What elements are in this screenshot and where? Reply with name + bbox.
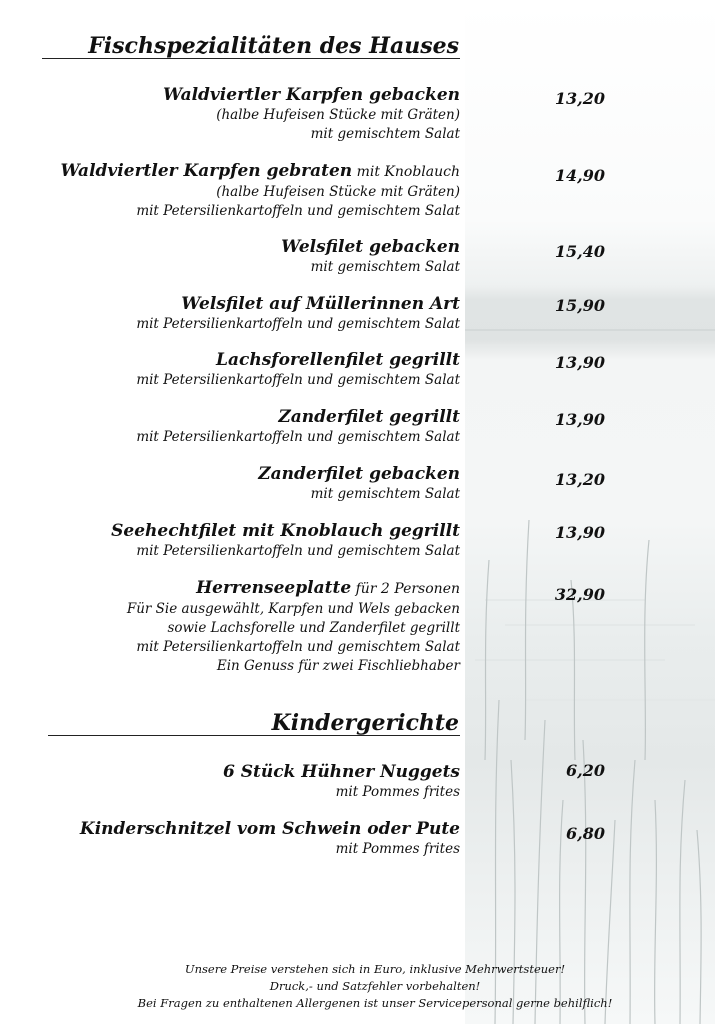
menu-item-desc: sowie Lachsforelle und Zanderfilet gegrillt [167,620,460,636]
menu-item-karpfen-gebacken [40,84,460,144]
menu-item-lachsforellenfilet [40,349,460,390]
menu-item-suffix: für 2 Personen [351,581,460,597]
menu-item-price: 13,20 [554,89,605,108]
fish-section-title: Fischspezialitäten des Hauses [88,33,459,59]
menu-item-desc: (halbe Hufeisen Stücke mit Gräten) [216,184,460,200]
menu-item-name: Welsfilet auf Müllerinnen Art [181,294,460,314]
menu-item-zanderfilet-gegrillt [40,406,460,447]
menu-item-seehechtfilet [40,520,460,561]
footer-notice [35,961,715,1012]
menu-item-karpfen-gebraten [40,160,460,221]
menu-item-name: Zanderfilet gebacken [258,464,460,484]
menu-item-name: Herrenseeplatte für 2 Personen [196,578,460,598]
menu-item-price: 13,90 [554,353,605,372]
menu-item-price: 15,40 [554,242,605,261]
fish-section-underline [42,58,460,59]
menu-item-desc: mit Pommes frites [335,841,460,857]
menu-item-desc: mit Petersilienkartoffeln und gemischtem Salat [136,316,460,332]
menu-item-price: 32,90 [554,585,605,604]
menu-item-welsfilet-muellerin [40,293,460,334]
menu-item-herrenseeplatte [40,577,460,676]
footer-line-allergens: Bei Fragen zu enthaltenen Allergenen ist unser Servicepersonal gerne behilflich! [137,996,613,1010]
menu-item-desc: mit Petersilienkartoffeln und gemischtem Salat [136,203,460,219]
footer-line-prices: Unsere Preise verstehen sich in Euro, inklusive Mehrwertsteuer! [184,962,566,976]
menu-item-desc: mit Petersilienkartoffeln und gemischtem Salat [136,543,460,559]
menu-item-name: Zanderfilet gegrillt [278,407,460,427]
menu-item-name: Lachsforellenfilet gegrillt [216,350,460,370]
menu-item-name: 6 Stück Hühner Nuggets [222,762,460,782]
footer-line-errors: Druck,- und Satzfehler vorbehalten! [269,979,481,993]
menu-item-kinderschnitzel [40,818,460,859]
reed-illustration [465,0,715,1024]
menu-item-desc: mit Pommes frites [335,784,460,800]
menu-item-zanderfilet-gebacken [40,463,460,504]
lake-reed-photo [465,0,715,1024]
menu-item-huehner-nuggets [40,761,460,802]
menu-item-price: 13,20 [554,470,605,489]
menu-item-desc: mit Petersilienkartoffeln und gemischtem Salat [136,639,460,655]
menu-item-desc: mit gemischtem Salat [310,259,460,275]
menu-item-name: Welsfilet gebacken [281,237,460,257]
kids-section-underline [48,735,460,736]
menu-item-name: Waldviertler Karpfen gebraten mit Knoblauch [60,161,460,181]
menu-item-desc: mit Petersilienkartoffeln und gemischtem Salat [136,429,460,445]
menu-item-welsfilet-gebacken [40,236,460,277]
menu-item-price: 6,20 [566,761,605,780]
menu-item-desc: mit gemischtem Salat [310,126,460,142]
menu-item-name: Waldviertler Karpfen gebacken [162,85,460,105]
menu-item-desc: Ein Genuss für zwei Fischliebhaber [216,658,460,674]
menu-item-desc: mit gemischtem Salat [310,486,460,502]
menu-item-price: 13,90 [554,523,605,542]
menu-item-price: 6,80 [566,824,605,843]
menu-item-price: 15,90 [554,296,605,315]
kids-section-title: Kindergerichte [271,710,459,736]
menu-item-price: 14,90 [554,166,605,185]
menu-item-desc: mit Petersilienkartoffeln und gemischtem Salat [136,372,460,388]
menu-item-desc: (halbe Hufeisen Stücke mit Gräten) [216,107,460,123]
menu-item-desc: Für Sie ausgewählt, Karpfen und Wels gebacken [126,601,460,617]
menu-item-suffix: mit Knoblauch [352,164,460,180]
menu-item-name: Kinderschnitzel vom Schwein oder Pute [79,819,460,839]
menu-item-name: Seehechtfilet mit Knoblauch gegrillt [111,521,460,541]
menu-item-price: 13,90 [554,410,605,429]
